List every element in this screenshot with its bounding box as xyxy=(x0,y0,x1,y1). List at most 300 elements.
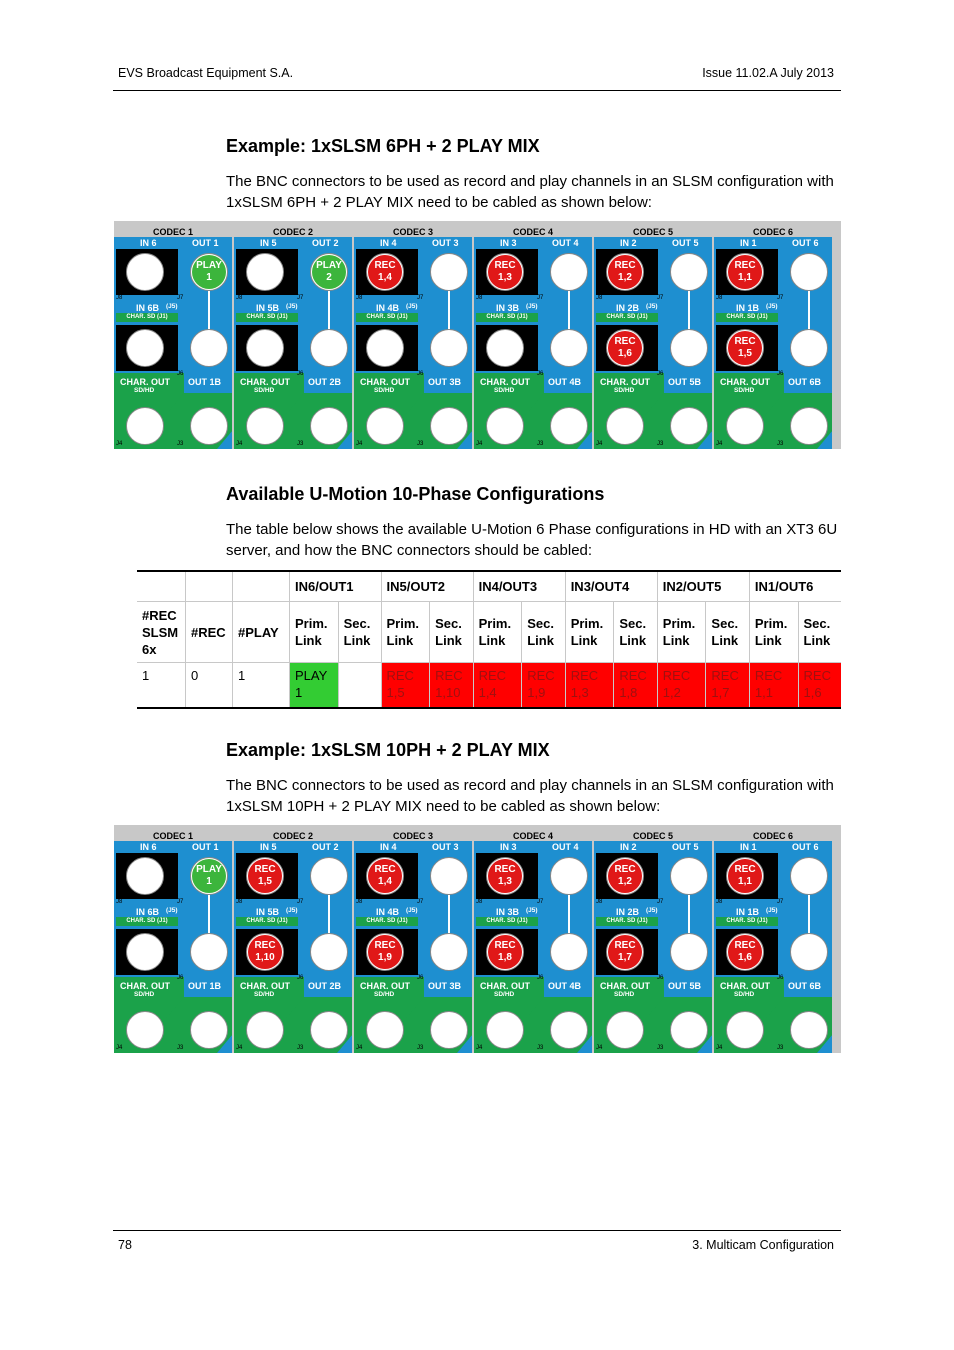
rec-marker xyxy=(368,859,402,893)
sdhd-label: SD/HD xyxy=(374,991,395,998)
marker-value: 1,8 xyxy=(498,952,512,963)
connector-id: J8 xyxy=(716,295,723,301)
in-label: IN 6 xyxy=(140,238,157,248)
connector-id: J4 xyxy=(356,441,363,447)
connector-id: J6 xyxy=(657,371,664,377)
rec-marker xyxy=(488,859,522,893)
char-sd-label: CHAR. SD xyxy=(486,918,516,924)
out-b-label: OUT 5B xyxy=(668,377,702,387)
marker-value: 1,4 xyxy=(378,272,392,283)
codec-title: CODEC 1 xyxy=(152,831,193,841)
header-rule xyxy=(113,90,841,91)
codec-title: CODEC 6 xyxy=(752,831,793,841)
marker-value: 1,1 xyxy=(738,876,752,887)
sdhd-label: SD/HD xyxy=(734,991,755,998)
in-label: IN 1 xyxy=(740,238,757,248)
out-label: OUT 6 xyxy=(792,842,819,852)
rec-marker xyxy=(248,859,282,893)
marker-value: 1,3 xyxy=(498,272,512,283)
char-out-label: CHAR. OUT xyxy=(600,377,650,387)
codec-title: CODEC 5 xyxy=(632,227,673,237)
in-b-label: IN 4B xyxy=(376,907,400,917)
out-b-label: OUT 4B xyxy=(548,377,582,387)
in-b-label: IN 4B xyxy=(376,303,400,313)
connector-id: (J5) xyxy=(406,303,418,310)
bnc-connector xyxy=(606,407,644,445)
rec-marker xyxy=(368,935,402,969)
table-cell: REC 1,4 xyxy=(473,663,522,709)
connector-id: (J5) xyxy=(646,907,658,914)
char-sd-label: CHAR. SD xyxy=(246,918,276,924)
connector-id: J3 xyxy=(537,1045,544,1051)
table-sec-header: Sec. Link xyxy=(706,602,749,663)
codec-block xyxy=(714,831,832,1053)
bnc-connector xyxy=(190,329,228,367)
in-b-label: IN 3B xyxy=(496,907,520,917)
out-label: OUT 5 xyxy=(672,238,699,248)
bnc-connector xyxy=(550,253,588,291)
connector-id: J3 xyxy=(657,441,664,447)
table-cell: 0 xyxy=(186,663,233,709)
table-cell: 1 xyxy=(233,663,290,709)
connector-id: J8 xyxy=(476,899,483,905)
connector-id: (J5) xyxy=(286,907,298,914)
char-out-label: CHAR. OUT xyxy=(480,981,530,991)
marker-label: REC xyxy=(494,864,516,875)
in-label: IN 2 xyxy=(620,238,637,248)
bnc-connector xyxy=(190,1011,228,1049)
codec-block xyxy=(354,227,472,449)
marker-label: REC xyxy=(374,940,396,951)
out-b-label: OUT 5B xyxy=(668,981,702,991)
in-b-label: IN 6B xyxy=(136,907,160,917)
connector-id: J6 xyxy=(297,975,304,981)
char-sd-label: CHAR. SD xyxy=(366,918,396,924)
connector-id: J7 xyxy=(297,899,304,905)
connector-id: J7 xyxy=(777,899,784,905)
connector-id: J4 xyxy=(236,1045,243,1051)
connector-id: J4 xyxy=(236,441,243,447)
header-company: EVS Broadcast Equipment S.A. xyxy=(118,66,294,80)
out-label: OUT 2 xyxy=(312,842,339,852)
connector-id: J8 xyxy=(476,295,483,301)
connector-id: J3 xyxy=(297,1045,304,1051)
connector-id: J4 xyxy=(356,1045,363,1051)
bnc-connector xyxy=(246,1011,284,1049)
connector-id: J4 xyxy=(116,1045,123,1051)
table-group-header: IN5/OUT2 xyxy=(381,571,473,602)
bnc-connector xyxy=(550,407,588,445)
table-sec-header: Sec. Link xyxy=(338,602,381,663)
marker-value: 1,2 xyxy=(618,876,632,887)
bnc-connector xyxy=(550,1011,588,1049)
marker-label: REC xyxy=(254,864,276,875)
section2-title: Available U-Motion 10-Phase Configurations xyxy=(226,484,605,504)
bnc-connector xyxy=(670,329,708,367)
connector-id: J4 xyxy=(116,441,123,447)
table-cell: REC 1,1 xyxy=(749,663,798,709)
codec-title: CODEC 2 xyxy=(272,831,313,841)
char-out-label: CHAR. OUT xyxy=(120,377,170,387)
footer-rule xyxy=(113,1230,841,1231)
char-sd-bar xyxy=(356,917,418,926)
sdhd-label: SD/HD xyxy=(614,387,635,394)
table-cell: REC 1,8 xyxy=(614,663,657,709)
marker-label: PLAY xyxy=(196,864,222,875)
bnc-connector xyxy=(430,253,468,291)
table-cell: 1 xyxy=(137,663,186,709)
bnc-connector xyxy=(790,253,828,291)
play-marker xyxy=(312,255,346,289)
table-blank xyxy=(233,571,290,602)
connector-id: J4 xyxy=(716,1045,723,1051)
marker-value: 1,3 xyxy=(498,876,512,887)
rec-marker xyxy=(728,859,762,893)
table-sec-header: Sec. Link xyxy=(798,602,841,663)
in-b-label: IN 1B xyxy=(736,907,760,917)
bnc-connector xyxy=(126,329,164,367)
marker-label: REC xyxy=(614,864,636,875)
connector-id: J4 xyxy=(476,441,483,447)
marker-label: REC xyxy=(734,940,756,951)
char-sd-bar xyxy=(476,313,538,322)
char-out-label: CHAR. OUT xyxy=(480,377,530,387)
bnc-connector xyxy=(790,407,828,445)
connector-id: J4 xyxy=(716,441,723,447)
char-out-label: CHAR. OUT xyxy=(240,377,290,387)
marker-value: 1,5 xyxy=(258,876,272,887)
rec-marker xyxy=(488,935,522,969)
in-b-label: IN 5B xyxy=(256,303,280,313)
connector-id: (J1) xyxy=(757,314,768,320)
connector-id: (J5) xyxy=(166,303,178,310)
rec-marker xyxy=(368,255,402,289)
marker-value: 1,9 xyxy=(378,952,392,963)
bnc-connector xyxy=(486,1011,524,1049)
bnc-connector xyxy=(550,933,588,971)
out-label: OUT 6 xyxy=(792,238,819,248)
table-prim-header: Prim. Link xyxy=(290,602,339,663)
bnc-connector xyxy=(790,1011,828,1049)
connector-id: J8 xyxy=(356,295,363,301)
connector-id: J6 xyxy=(417,975,424,981)
sdhd-label: SD/HD xyxy=(494,387,515,394)
header-issue: Issue 11.02.A July 2013 xyxy=(702,66,834,80)
in-label: IN 4 xyxy=(380,238,397,248)
in-label: IN 3 xyxy=(500,842,517,852)
bnc-connector xyxy=(126,407,164,445)
table-cell: REC 1,7 xyxy=(706,663,749,709)
in-label: IN 4 xyxy=(380,842,397,852)
bnc-connector xyxy=(670,407,708,445)
marker-value: 1,10 xyxy=(255,952,275,963)
char-sd-label: CHAR. SD xyxy=(126,314,156,320)
bnc-connector xyxy=(486,329,524,367)
marker-label: REC xyxy=(494,260,516,271)
connector-id: J4 xyxy=(596,441,603,447)
char-sd-label: CHAR. SD xyxy=(486,314,516,320)
bnc-connector xyxy=(246,407,284,445)
marker-label: PLAY xyxy=(196,260,222,271)
connector-id: J3 xyxy=(297,441,304,447)
table-prim-header: Prim. Link xyxy=(657,602,706,663)
connector-id: J4 xyxy=(476,1045,483,1051)
connector-id: J3 xyxy=(777,441,784,447)
connector-id: (J1) xyxy=(517,314,528,320)
out-b-label: OUT 2B xyxy=(308,981,342,991)
char-sd-bar xyxy=(356,313,418,322)
marker-value: 1,7 xyxy=(618,952,632,963)
connector-id: (J5) xyxy=(766,303,778,310)
in-b-label: IN 2B xyxy=(616,907,640,917)
connector-id: (J1) xyxy=(157,314,168,320)
connector-id: J3 xyxy=(537,441,544,447)
table-cell: REC 1,3 xyxy=(565,663,614,709)
out-b-label: OUT 2B xyxy=(308,377,342,387)
bnc-connector xyxy=(430,329,468,367)
bnc-connector xyxy=(246,253,284,291)
out-b-label: OUT 1B xyxy=(188,981,222,991)
in-b-label: IN 3B xyxy=(496,303,520,313)
connector-id: J3 xyxy=(177,441,184,447)
table-sec-header: Sec. Link xyxy=(614,602,657,663)
connector-id: (J5) xyxy=(406,907,418,914)
connector-id: (J5) xyxy=(766,907,778,914)
connector-id: J3 xyxy=(177,1045,184,1051)
sdhd-label: SD/HD xyxy=(614,991,635,998)
table-sec-header: Sec. Link xyxy=(430,602,473,663)
connector-id: (J1) xyxy=(157,918,168,924)
bnc-connector xyxy=(366,329,404,367)
char-sd-bar xyxy=(596,313,658,322)
connector-id: J7 xyxy=(177,899,184,905)
out-b-label: OUT 3B xyxy=(428,377,462,387)
rec-marker xyxy=(728,935,762,969)
marker-label: REC xyxy=(494,940,516,951)
connector-id: J3 xyxy=(657,1045,664,1051)
bnc-connector xyxy=(310,933,348,971)
sdhd-label: SD/HD xyxy=(374,387,395,394)
connector-id: (J1) xyxy=(397,314,408,320)
connector-id: J6 xyxy=(297,371,304,377)
bnc-connector xyxy=(246,329,284,367)
out-label: OUT 2 xyxy=(312,238,339,248)
codec-title: CODEC 4 xyxy=(512,831,553,841)
bnc-connector xyxy=(670,253,708,291)
connector-id: (J5) xyxy=(166,907,178,914)
table-prim-header: Prim. Link xyxy=(381,602,430,663)
table-cell xyxy=(338,663,381,709)
table-cell: REC 1,10 xyxy=(430,663,473,709)
connector-id: (J5) xyxy=(286,303,298,310)
bnc-connector xyxy=(190,933,228,971)
footer-page-number: 78 xyxy=(118,1238,132,1252)
bnc-connector xyxy=(670,857,708,895)
char-out-label: CHAR. OUT xyxy=(720,377,770,387)
connector-id: (J1) xyxy=(637,314,648,320)
table-group-header: IN1/OUT6 xyxy=(749,571,841,602)
out-label: OUT 4 xyxy=(552,842,579,852)
rec-marker xyxy=(608,935,642,969)
sdhd-label: SD/HD xyxy=(134,991,155,998)
char-out-label: CHAR. OUT xyxy=(360,377,410,387)
connector-id: (J1) xyxy=(277,314,288,320)
connector-id: J3 xyxy=(777,1045,784,1051)
codec-title: CODEC 3 xyxy=(392,227,433,237)
marker-label: REC xyxy=(614,940,636,951)
table-cell: REC 1,5 xyxy=(381,663,430,709)
connector-id: J7 xyxy=(417,295,424,301)
codec-block xyxy=(474,831,592,1053)
connector-id: J6 xyxy=(777,371,784,377)
connector-id: (J5) xyxy=(526,303,538,310)
marker-value: 1,1 xyxy=(738,272,752,283)
section2-text: The table below shows the available U-Motion 6 Phase configurations in HD with an XT3 6U server, and how the BNC connectors should be cabled: xyxy=(226,521,838,559)
table-prim-header: Prim. Link xyxy=(565,602,614,663)
bnc-connector xyxy=(790,857,828,895)
bnc-connector xyxy=(670,1011,708,1049)
codec-title: CODEC 3 xyxy=(392,831,433,841)
connector-id: (J1) xyxy=(397,918,408,924)
connector-id: J6 xyxy=(777,975,784,981)
connector-id: J8 xyxy=(116,295,123,301)
char-sd-bar xyxy=(116,917,178,926)
table-group-header: IN6/OUT1 xyxy=(290,571,382,602)
char-sd-label: CHAR. SD xyxy=(126,918,156,924)
bnc-connector xyxy=(486,407,524,445)
connector-id: J6 xyxy=(657,975,664,981)
marker-label: PLAY xyxy=(316,260,342,271)
connector-id: J6 xyxy=(177,371,184,377)
table-prim-header: Prim. Link xyxy=(473,602,522,663)
bnc-connector xyxy=(670,933,708,971)
connector-id: J6 xyxy=(417,371,424,377)
table-cell: PLAY 1 xyxy=(290,663,339,709)
table-cell: REC 1,6 xyxy=(798,663,841,709)
rec-marker xyxy=(728,255,762,289)
char-sd-label: CHAR. SD xyxy=(726,314,756,320)
table-row-header: #PLAY xyxy=(233,602,290,663)
connector-id: J8 xyxy=(236,899,243,905)
codec-block xyxy=(354,831,472,1053)
table-prim-header: Prim. Link xyxy=(749,602,798,663)
marker-value: 1,6 xyxy=(738,952,752,963)
codec-block xyxy=(714,227,832,449)
bnc-connector xyxy=(550,857,588,895)
connector-id: J7 xyxy=(417,899,424,905)
codec-block xyxy=(474,227,592,449)
char-sd-label: CHAR. SD xyxy=(606,314,636,320)
bnc-connector xyxy=(430,407,468,445)
char-sd-bar xyxy=(596,917,658,926)
char-sd-bar xyxy=(236,313,298,322)
char-sd-bar xyxy=(116,313,178,322)
rec-marker xyxy=(608,331,642,365)
bnc-connector xyxy=(430,1011,468,1049)
bnc-connector xyxy=(126,857,164,895)
connector-id: J6 xyxy=(537,975,544,981)
bnc-connector xyxy=(126,1011,164,1049)
out-label: OUT 1 xyxy=(192,842,219,852)
connector-id: J8 xyxy=(596,899,603,905)
bnc-connector xyxy=(126,933,164,971)
bnc-connector xyxy=(310,407,348,445)
bnc-connector xyxy=(366,407,404,445)
connector-id: J7 xyxy=(657,899,664,905)
out-b-label: OUT 3B xyxy=(428,981,462,991)
bnc-connector xyxy=(126,253,164,291)
connector-id: (J1) xyxy=(637,918,648,924)
char-sd-label: CHAR. SD xyxy=(366,314,396,320)
bnc-connector xyxy=(790,933,828,971)
connector-id: J7 xyxy=(537,295,544,301)
table-sec-header: Sec. Link xyxy=(522,602,565,663)
out-label: OUT 4 xyxy=(552,238,579,248)
char-out-label: CHAR. OUT xyxy=(360,981,410,991)
rec-marker xyxy=(248,935,282,969)
bnc-connector xyxy=(606,1011,644,1049)
bnc-connector xyxy=(310,1011,348,1049)
section3-text: The BNC connectors to be used as record and play channels in an SLSM configuration with 1xSLSM 10PH + 2 PLAY MIX need to be cabled as shown below: xyxy=(226,777,834,815)
char-sd-bar xyxy=(476,917,538,926)
codec-title: CODEC 2 xyxy=(272,227,313,237)
marker-label: REC xyxy=(614,260,636,271)
marker-label: REC xyxy=(734,864,756,875)
in-label: IN 3 xyxy=(500,238,517,248)
connector-id: J8 xyxy=(236,295,243,301)
char-sd-label: CHAR. SD xyxy=(606,918,636,924)
char-sd-bar xyxy=(716,917,778,926)
char-out-label: CHAR. OUT xyxy=(120,981,170,991)
rec-marker xyxy=(488,255,522,289)
bnc-connector xyxy=(550,329,588,367)
marker-value: 1,4 xyxy=(378,876,392,887)
connector-id: J7 xyxy=(657,295,664,301)
char-out-label: CHAR. OUT xyxy=(720,981,770,991)
marker-value: 2 xyxy=(326,272,332,283)
char-sd-bar xyxy=(236,917,298,926)
connector-id: (J5) xyxy=(526,907,538,914)
table-group-header: IN4/OUT3 xyxy=(473,571,565,602)
bnc-connector xyxy=(430,857,468,895)
in-label: IN 2 xyxy=(620,842,637,852)
table-group-header: IN2/OUT5 xyxy=(657,571,749,602)
codec-block xyxy=(594,831,712,1053)
connector-id: (J1) xyxy=(757,918,768,924)
in-b-label: IN 2B xyxy=(616,303,640,313)
in-label: IN 1 xyxy=(740,842,757,852)
char-out-label: CHAR. OUT xyxy=(600,981,650,991)
section1-title: Example: 1xSLSM 6PH + 2 PLAY MIX xyxy=(226,136,540,156)
section3-title: Example: 1xSLSM 10PH + 2 PLAY MIX xyxy=(226,740,550,760)
connector-id: J8 xyxy=(356,899,363,905)
table-blank xyxy=(186,571,233,602)
marker-value: 1,5 xyxy=(738,348,752,359)
connector-id: J7 xyxy=(177,295,184,301)
bnc-diagram-10ph xyxy=(114,825,841,1053)
codec-block xyxy=(234,227,352,449)
connector-id: (J1) xyxy=(277,918,288,924)
table-group-header: IN3/OUT4 xyxy=(565,571,657,602)
marker-label: REC xyxy=(734,336,756,347)
marker-value: 1,6 xyxy=(618,348,632,359)
bnc-diagram-6ph xyxy=(114,221,841,449)
in-b-label: IN 5B xyxy=(256,907,280,917)
config-table xyxy=(137,570,841,709)
sdhd-label: SD/HD xyxy=(494,991,515,998)
bnc-connector xyxy=(726,1011,764,1049)
out-b-label: OUT 6B xyxy=(788,981,822,991)
